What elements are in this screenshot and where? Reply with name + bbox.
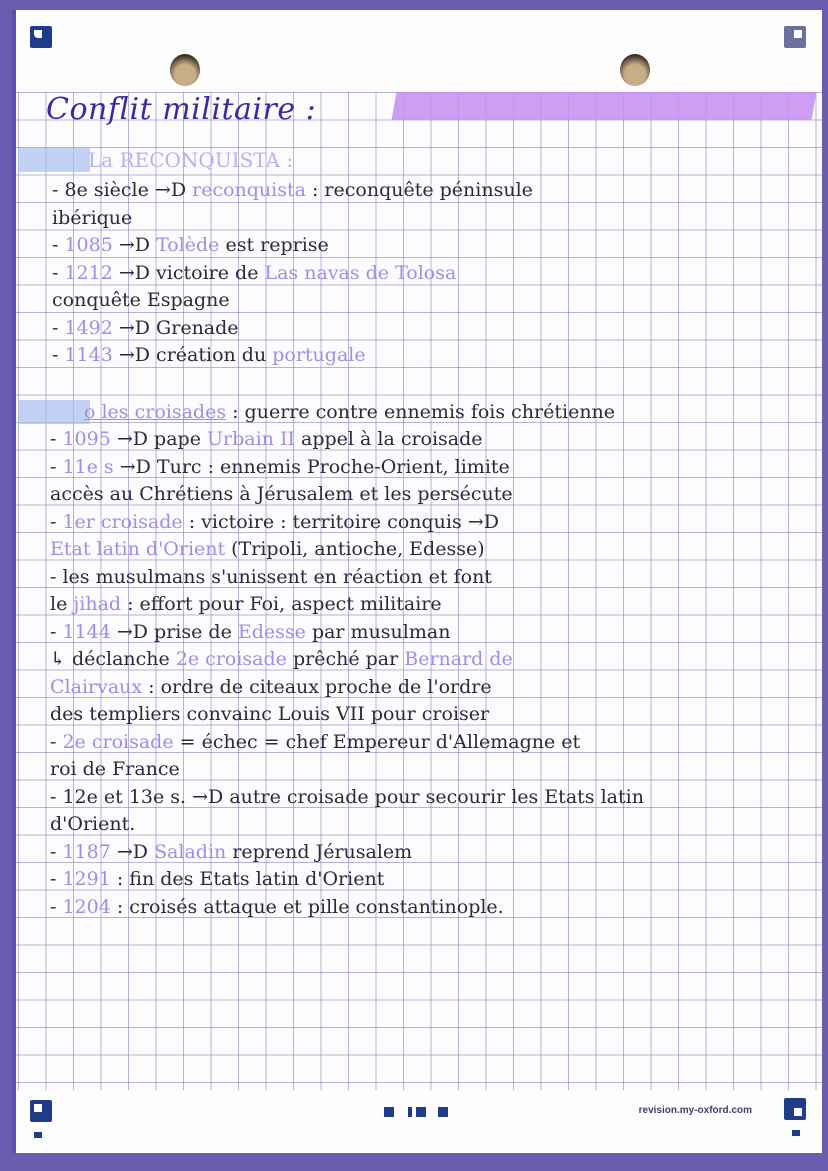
note-text: →D pape bbox=[110, 428, 207, 450]
scan-marker-icon bbox=[384, 1107, 394, 1117]
note-keyword: 2e croisade bbox=[62, 730, 174, 753]
scan-marker-icon bbox=[438, 1107, 448, 1117]
note-line bbox=[50, 646, 513, 674]
note-line bbox=[52, 315, 239, 343]
note-text: - bbox=[52, 261, 65, 284]
note-line bbox=[52, 342, 366, 370]
note-text: - bbox=[50, 510, 63, 533]
note-text: ibérique bbox=[52, 206, 133, 229]
marker-dot-icon bbox=[792, 1130, 800, 1136]
note-keyword: Tolède bbox=[156, 234, 220, 256]
note-text: = échec = chef Empereur d'Allemagne et bbox=[173, 730, 581, 753]
note-text: des templiers convainc Louis VII pour croiser bbox=[50, 703, 490, 725]
note-text: - bbox=[52, 316, 65, 339]
note-text: : effort pour Foi, aspect militaire bbox=[121, 593, 442, 615]
corner-mark-bottom-left-icon bbox=[30, 1100, 52, 1122]
note-text: : reconquête péninsule bbox=[305, 179, 533, 201]
note-line bbox=[52, 177, 533, 205]
page-bottom-margin bbox=[16, 1090, 822, 1153]
note-keyword: 1492 bbox=[64, 316, 113, 339]
note-line bbox=[50, 784, 644, 812]
note-text: →D création du bbox=[112, 344, 273, 366]
note-keyword: reconquista bbox=[192, 179, 306, 201]
note-text: : croisés attaque et pille constantinople. bbox=[110, 895, 504, 918]
note-text: - bbox=[52, 234, 65, 256]
note-line bbox=[50, 509, 499, 537]
note-text: reprend Jérusalem bbox=[226, 840, 413, 863]
note-text: d'Orient. bbox=[50, 813, 136, 835]
note-line bbox=[52, 205, 132, 233]
note-keyword: Urbain II bbox=[207, 428, 295, 450]
note-line bbox=[50, 894, 504, 922]
scan-marker-icon bbox=[408, 1107, 412, 1117]
notebook-page bbox=[12, 10, 822, 1153]
note-text: →D victoire de bbox=[112, 261, 265, 284]
note-line bbox=[52, 260, 456, 288]
note-keyword: jihad bbox=[73, 593, 122, 615]
note-line bbox=[50, 729, 580, 757]
page-title: Conflit militaire : bbox=[46, 92, 317, 127]
note-keyword: 1095 bbox=[62, 428, 111, 450]
punch-hole-left-icon bbox=[170, 54, 200, 86]
note-text: roi de France bbox=[50, 758, 180, 780]
note-line bbox=[52, 287, 230, 315]
note-keyword: 1291 bbox=[62, 868, 111, 890]
note-keyword: Bernard de bbox=[404, 648, 513, 670]
note-text: par musulman bbox=[305, 620, 451, 643]
note-line bbox=[50, 866, 384, 894]
note-text: conquête Espagne bbox=[52, 289, 230, 311]
note-text: →D prise de bbox=[110, 620, 238, 643]
note-text: - bbox=[50, 428, 63, 450]
note-text: : ordre de citeaux proche de l'ordre bbox=[142, 675, 492, 698]
note-text: - bbox=[52, 344, 65, 366]
note-keyword: 11e s bbox=[62, 455, 114, 478]
note-line bbox=[50, 839, 412, 867]
punch-hole-right-icon bbox=[620, 54, 650, 86]
note-keyword: portugale bbox=[272, 344, 366, 366]
note-line bbox=[50, 619, 450, 647]
corner-mark-bottom-right-icon bbox=[784, 1098, 806, 1120]
note-line bbox=[50, 591, 442, 619]
note-keyword: 1er croisade bbox=[62, 510, 183, 533]
note-keyword: Clairvaux bbox=[50, 675, 143, 698]
section-heading-croisades bbox=[84, 399, 615, 427]
note-line bbox=[50, 564, 492, 592]
footer-url: revision.my-oxford.com bbox=[638, 1105, 752, 1116]
note-line bbox=[50, 674, 492, 702]
note-text: - bbox=[50, 895, 63, 918]
note-text: →D bbox=[112, 234, 157, 256]
note-keyword: Edesse bbox=[237, 620, 306, 643]
note-text: prêché par bbox=[286, 648, 405, 670]
note-text: →D bbox=[110, 840, 155, 863]
note-line bbox=[50, 481, 513, 509]
note-keyword: 1144 bbox=[62, 620, 111, 643]
note-line bbox=[50, 454, 510, 482]
note-line bbox=[52, 232, 329, 260]
note-text: - bbox=[50, 868, 63, 890]
note-line bbox=[50, 536, 485, 564]
title-highlight bbox=[392, 92, 817, 120]
note-text: (Tripoli, antioche, Edesse) bbox=[225, 538, 485, 560]
note-text: →D Turc : ennemis Proche-Orient, limite bbox=[113, 455, 510, 478]
note-text: - les musulmans s'unissent en réaction et font bbox=[50, 565, 492, 588]
note-text: - bbox=[50, 730, 63, 753]
note-text: le bbox=[50, 593, 74, 615]
note-text: →D Grenade bbox=[112, 316, 239, 339]
note-keyword: Etat latin d'Orient bbox=[50, 538, 226, 560]
note-line bbox=[50, 426, 483, 454]
note-text: : victoire : territoire conquis →D bbox=[182, 510, 499, 533]
note-text: ↳ déclanche bbox=[50, 648, 176, 670]
note-text: : fin des Etats latin d'Orient bbox=[110, 868, 385, 890]
note-line bbox=[50, 701, 489, 729]
note-text: - bbox=[50, 620, 63, 643]
marker-dot-icon bbox=[34, 1132, 42, 1138]
note-line bbox=[50, 811, 135, 839]
note-line bbox=[50, 756, 180, 784]
note-keyword: 1204 bbox=[62, 895, 111, 918]
section-heading-reconquista: La RECONQUISTA : bbox=[88, 148, 294, 172]
section-highlight-croisades bbox=[18, 400, 90, 424]
corner-mark-top-left-icon bbox=[30, 26, 52, 48]
note-keyword: Saladin bbox=[154, 840, 227, 863]
note-text: - bbox=[50, 455, 63, 478]
croisades-heading-definition: : guerre contre ennemis fois chrétienne bbox=[226, 401, 616, 423]
corner-mark-top-right-icon bbox=[784, 26, 806, 48]
note-keyword: 1085 bbox=[64, 234, 113, 256]
note-text: - bbox=[50, 840, 63, 863]
note-keyword: 1187 bbox=[62, 840, 111, 863]
note-keyword: 1212 bbox=[64, 261, 113, 284]
page-top-margin bbox=[16, 10, 822, 92]
note-keyword: 2e croisade bbox=[175, 648, 287, 670]
note-text: - 8e siècle →D bbox=[52, 179, 193, 201]
section-highlight-reconquista bbox=[18, 148, 90, 172]
note-text: appel à la croisade bbox=[294, 428, 483, 450]
croisades-heading-label: o les croisades bbox=[84, 401, 227, 423]
note-keyword: 1143 bbox=[64, 344, 113, 366]
scan-marker-icon bbox=[416, 1107, 426, 1117]
note-text: - 12e et 13e s. →D autre croisade pour secourir les Etats latin bbox=[50, 785, 644, 808]
note-text: est reprise bbox=[219, 234, 329, 256]
note-keyword: Las navas de Tolosa bbox=[264, 261, 457, 284]
note-text: accès au Chrétiens à Jérusalem et les persécute bbox=[50, 483, 513, 505]
